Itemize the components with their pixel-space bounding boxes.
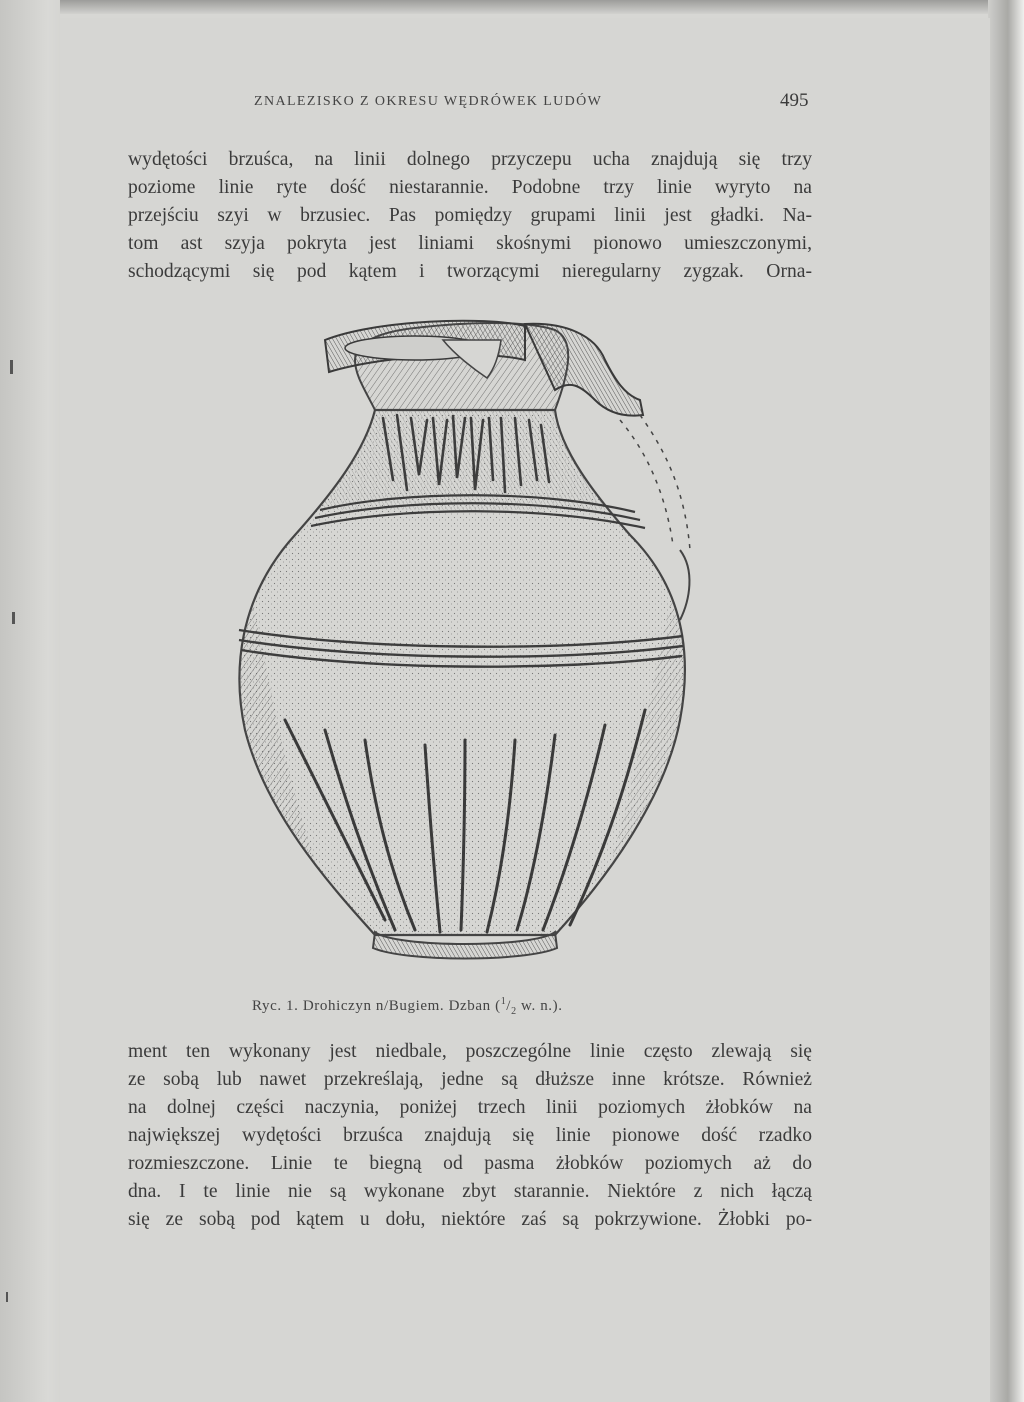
caption-text-end: w. n.).	[516, 998, 563, 1014]
figure-caption: Ryc. 1. Drohiczyn n/Bugiem. Dzban ($^1/_2$ w. n.).	[252, 996, 563, 1017]
text-line: schodzącymi się pod kątem i tworzącymi nieregularny zygzak. Orna-	[128, 261, 812, 282]
caption-fraction-denominator: 2	[511, 1006, 517, 1017]
page-number: 495	[780, 90, 809, 111]
text-line: przejściu szyi w brzusiec. Pas pomiędzy grupami linii jest gładki. Na-	[128, 205, 812, 226]
text-line: się ze sobą pod kątem u dołu, niektóre zaś są pokrzywione. Żłobki po-	[128, 1209, 812, 1230]
text-line: na dolnej części naczynia, poniżej trzech linii poziomych żłobków na	[128, 1097, 812, 1118]
scan-left-margin	[0, 0, 60, 1402]
margin-mark	[6, 1292, 8, 1302]
jug-illustration	[225, 300, 705, 970]
caption-text: Ryc. 1. Drohiczyn n/Bugiem. Dzban (	[252, 998, 501, 1014]
scan-top-edge	[0, 0, 1024, 14]
text-line: dna. I te linie nie są wykonane zbyt starannie. Niektóre z nich łączą	[128, 1181, 812, 1202]
running-head: ZNALEZISKO Z OKRESU WĘDRÓWEK LUDÓW	[254, 94, 603, 109]
paragraph-bottom	[128, 1038, 812, 1234]
text-line: rozmieszczone. Linie te biegną od pasma żłobków poziomych aż do	[128, 1153, 812, 1174]
text-line: ment ten wykonany jest niedbale, poszczególne linie często zlewają się	[128, 1041, 812, 1062]
caption-fraction-numerator: 1	[500, 996, 507, 1007]
scan-right-edge	[988, 0, 1024, 1402]
text-line: poziome linie ryte dość niestarannie. Podobne trzy linie wyryto na	[128, 177, 812, 198]
text-line: wydętości brzuśca, na linii dolnego przyczepu ucha znajdują się trzy	[128, 149, 812, 170]
text-line: tom ast szyja pokryta jest liniami skośnymi pionowo umieszczonymi,	[128, 233, 812, 254]
margin-mark	[10, 360, 13, 374]
paragraph-top	[128, 146, 812, 286]
margin-mark	[12, 612, 15, 624]
text-line: największej wydętości brzuśca znajdują się linie pionowe dość rzadko	[128, 1125, 812, 1146]
text-line: ze sobą lub nawet przekreślają, jedne są dłuższe inne krótsze. Również	[128, 1069, 812, 1090]
